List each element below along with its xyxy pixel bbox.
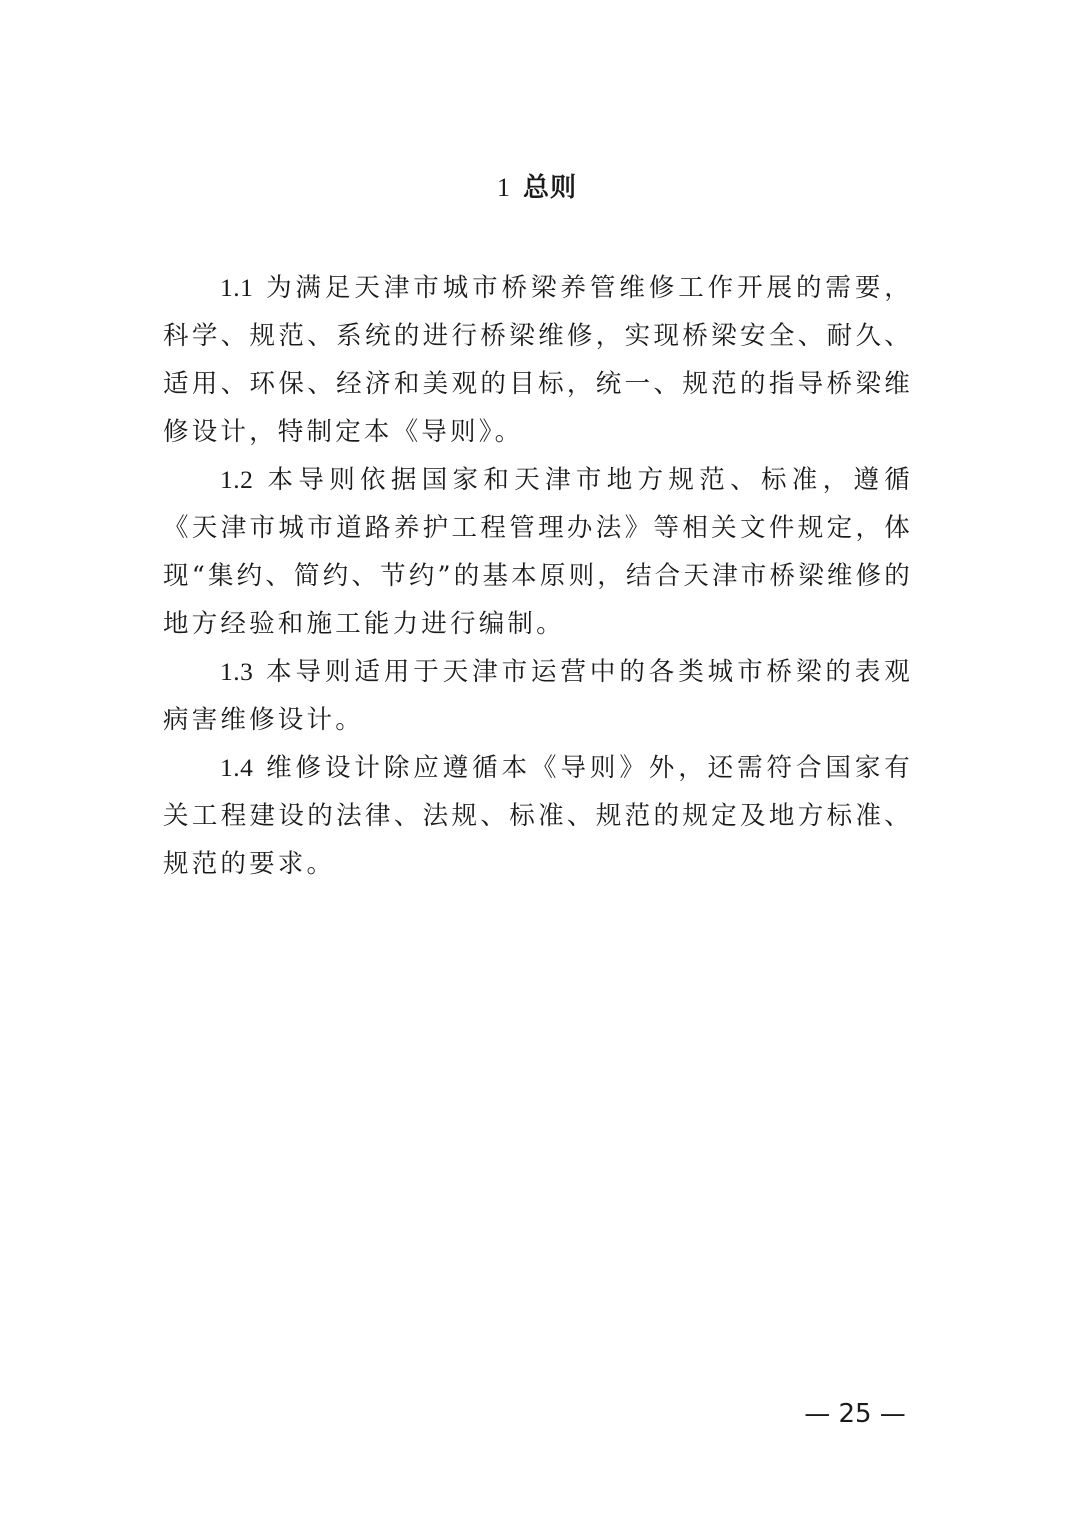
- clause-text: 本导则适用于天津市运营中的各类城市桥梁的表观病害维修设计。: [163, 657, 913, 735]
- clause-text: 本导则依据国家和天津市地方规范、标准，遵循《天津市城市道路养护工程管理办法》等相关文件规定，体现“集约、简约、节约”的基本原则，结合天津市桥梁维修的地方经验和施工能力进行编制。: [163, 465, 913, 639]
- chapter-heading: [0, 168, 1074, 208]
- clause-1-1: [163, 264, 913, 456]
- chapter-number: 1: [496, 173, 511, 202]
- clause-text: 维修设计除应遵循本《导则》外，还需符合国家有关工程建设的法律、法规、标准、规范的规定及地方标准、规范的要求。: [163, 753, 913, 879]
- clause-number: 1.4: [220, 753, 254, 782]
- clause-number: 1.3: [220, 657, 254, 686]
- page-number: — 25 —: [804, 1399, 906, 1429]
- clause-1-3: [163, 648, 913, 744]
- chapter-title: 总则: [522, 173, 577, 203]
- chapter-body: [163, 264, 913, 888]
- clause-number: 1.2: [220, 465, 254, 494]
- clause-1-4: [163, 744, 913, 888]
- clause-number: 1.1: [220, 273, 254, 302]
- clause-text: 为满足天津市城市桥梁养管维修工作开展的需要，科学、规范、系统的进行桥梁维修，实现桥梁安全、耐久、适用、环保、经济和美观的目标，统一、规范的指导桥梁维修设计，特制定本《导则》。: [163, 273, 913, 447]
- clause-1-2: [163, 456, 913, 648]
